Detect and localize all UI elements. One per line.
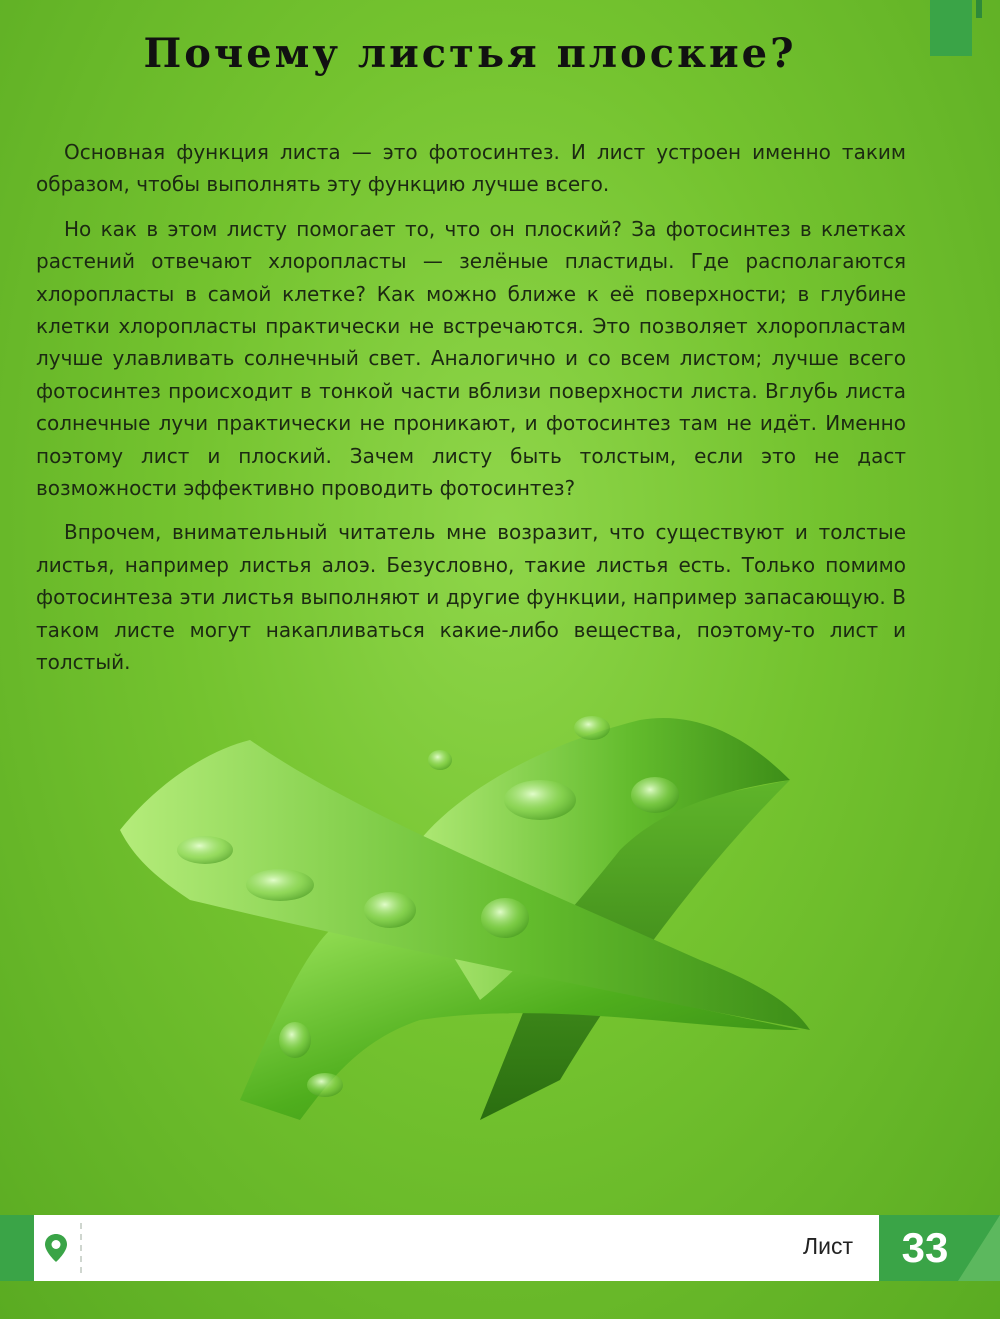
paragraph: Но как в этом листу помогает то, что он плоский? За фотосинтез в клетках растений отвечают хлоропласты — зелёные пластиды. Где располагаются хлоропласты в самой клетке? Как можно ближе к её поверхности; в глубине клетки хлоропласты практически не встречаются. Это позволяет хлоропластам лучше улавливать солнечный свет. Аналогично и со всем листом; лучше всего фотосинтез происходит в тонкой части вблизи поверхности листа. Вглубь листа солнечные лучи практически не проникают, и фотосинтез там не идёт. Именно поэтому лист и плоский. Зачем листу быть толстым, если это не даст возможности эффективно проводить фотосинтез? [36,216,906,501]
water-drop [307,1073,343,1097]
paragraph: Впрочем, внимательный читатель мне возразит, что существуют и толстые листья, например листья алоэ. Безусловно, такие листья есть. Только помимо фотосинтеза эти листья выполняют и другие функции, например запасающую. В таком листе могут накапливаться какие-либо вещества, поэтому-то лист и толстый. [36,520,906,675]
section-name: Лист [803,1233,853,1259]
water-drop [177,836,233,864]
water-drop [574,716,610,740]
location-pin-icon [44,1233,68,1263]
article-body [36,136,906,691]
water-drop [631,777,679,813]
paragraph: Основная функция листа — это фотосинтез. И лист устроен именно таким образом, чтобы выполнять эту функцию лучше всего. [36,140,906,197]
page-title: Почему листья плоские? [143,30,797,77]
water-drop [481,898,529,938]
water-drop [364,892,416,928]
page-number: 33 [901,1224,949,1271]
footer-divider [80,1223,82,1273]
water-drop [279,1022,311,1058]
footer-bar [34,1215,879,1281]
aloe-leaves-illustration [100,700,860,1160]
page-footer [0,1215,1000,1295]
water-drop [504,780,576,820]
water-drop [246,869,314,901]
water-drop [428,750,452,770]
page-corner-fold [958,1215,1000,1281]
